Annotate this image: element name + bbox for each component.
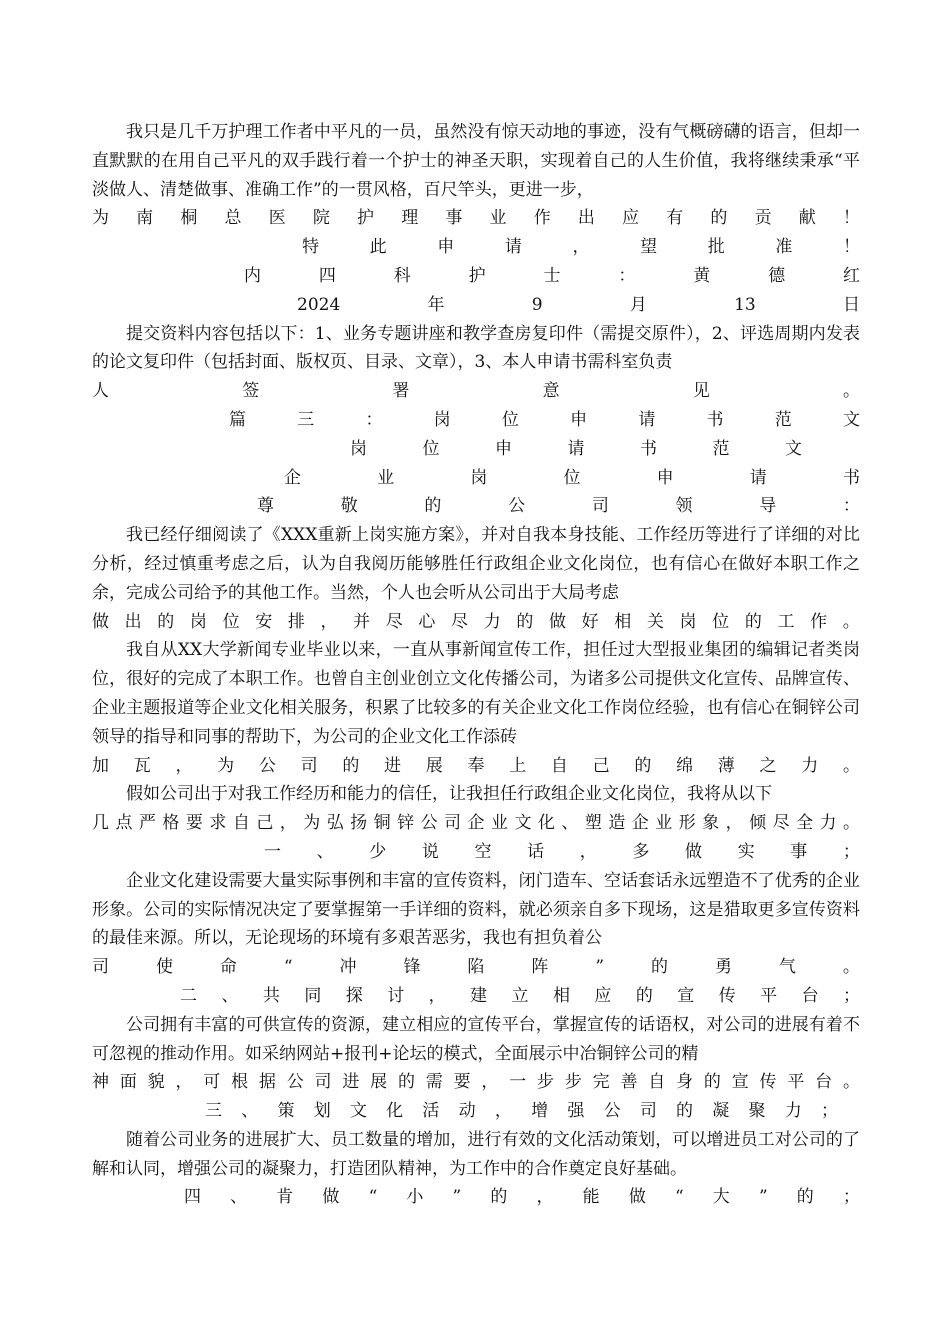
line-token: 业 [489,208,507,229]
line-token: 相 [614,611,632,632]
line-token: 薄 [717,755,735,776]
line-token: 岗 [470,467,488,488]
paragraph-commitment: 假如公司出于对我工作经历和能力的信任，让我担任行政组企业文化岗位，我将从以下 [126,784,772,805]
line-token: 大 [712,1187,730,1208]
line-token: 点 [115,813,133,834]
line-token: 意 [542,381,560,402]
line-token: “ [368,1187,378,1208]
line-token: 完 [592,1072,610,1093]
line-token: 平 [787,1072,805,1093]
line-token: 气 [778,957,796,978]
line-token: 尽 [451,611,469,632]
point-heading-1 [264,838,860,867]
line-token: ， [175,755,193,776]
line-token: 绵 [676,755,694,776]
line-token: 做 [92,611,109,632]
line-token: 岗 [350,438,367,459]
line-token: 公 [258,755,276,776]
line-token: 位 [501,409,519,430]
line-token: 形 [678,813,696,834]
line-token: 一 [264,841,281,862]
line-token: 有 [666,208,684,229]
line-token: 排 [287,611,305,632]
line-token: 传 [759,1072,777,1093]
line-token: 作 [810,611,828,632]
line-token: ！ [843,237,860,258]
line-token: 工 [777,611,795,632]
line-token: 一 [509,1072,527,1093]
line-token: 步 [564,1072,582,1093]
line-token: 请 [638,409,656,430]
line-token: 贡 [754,208,772,229]
document-title [284,464,860,493]
line-token: ， [279,813,297,834]
line-token: 位 [222,611,240,632]
line-token: 探 [345,985,363,1006]
point-heading-3 [205,1097,838,1126]
line-token: 活 [422,1101,440,1122]
line-token: 导 [759,496,777,517]
point-heading-2 [180,982,860,1011]
line-token: 位 [563,467,581,488]
line-token: 岗 [189,611,207,632]
line-token: 四 [184,1187,201,1208]
salutation [257,492,860,521]
line-token: 步 [537,1072,554,1093]
line-token: 签 [242,381,260,402]
line-token: 内 [244,265,261,286]
line-token: 企 [631,813,649,834]
line-token: 强 [567,1101,585,1122]
line-token: 三 [205,1101,222,1122]
line-token: 策 [277,1101,295,1122]
line-token: 护 [357,208,375,229]
point-heading-4 [184,1183,860,1212]
line-token: 院 [312,208,330,229]
line-token: 文 [785,438,802,459]
line-token: 建 [470,985,488,1006]
line-token: 、 [561,813,579,834]
line-token: 范 [774,409,792,430]
line-token: ， [494,1101,512,1122]
line-token: 文 [514,813,532,834]
line-token: 要 [185,813,203,834]
line-token: 使 [155,957,173,978]
line-token: ， [725,813,743,834]
line-token: 、 [230,1187,248,1208]
paragraph-materials: 提交资料内容包括以下：1、业务专题讲座和教学查房复印件（需提交原件），2、评选周期内发表的论文复印件（包括封面、版权页、目录、文章），3、本人申请书需科室负责 [92,323,860,373]
line-token: 、 [221,985,239,1006]
line-token: 据 [258,1072,276,1093]
document-page [92,118,860,1212]
line-token: 年 [427,294,445,315]
line-token: 应 [622,208,640,229]
line-token: 的 [650,957,668,978]
line-token: 造 [608,813,626,834]
paragraph-nurse-statement: 我只是几千万护理工作者中平凡的一员，虽然没有惊天动地的事迹，没有气概磅礴的语言，但却一直默默的在用自己平凡的双手践行着一个护士的神圣天职，实现着自己的人生价值，我将继续秉承“平淡做人、清楚做事、准确工作”的一贯风格，百尺竿头，更进一步， [92,122,860,200]
line-token: 聚 [748,1101,766,1122]
line-token: 总 [224,208,242,229]
line-token: 划 [313,1101,331,1122]
spread-line [92,1068,860,1097]
line-token: 理 [401,208,419,229]
line-token: 的 [397,1072,415,1093]
line-token: 之 [759,755,777,776]
line-token: 。 [842,957,860,978]
line-token: 文 [842,409,860,430]
line-token: 力 [483,611,501,632]
section-title [350,435,802,464]
line-token: ， [320,611,338,632]
line-token: 力 [801,755,819,776]
line-token: 貌 [147,1072,165,1093]
line-token: 全 [796,813,814,834]
line-token: 桐 [180,208,198,229]
line-token: ： [618,265,636,286]
line-token: 公 [603,1101,621,1122]
line-token: 日 [842,294,860,315]
line-token: ， [175,1072,193,1093]
line-token: 空 [474,841,492,862]
line-token: 的 [635,985,653,1006]
line-token: 做 [548,611,566,632]
line-token: 请 [504,237,522,258]
line-token: 宣 [731,1072,749,1093]
line-token: ： [842,496,860,517]
line-token: 做 [628,1187,646,1208]
line-token: ； [843,985,860,1006]
paragraph-point-2: 公司拥有丰富的可供宣传的资源，建立相应的宣传平台，掌握宣传的话语权，对公司的进展有着不可忽视的推动作用。如采纳网站+报刊+论坛的模式，全面展示中冶铜锌公司的精 [92,1014,860,1064]
paragraph-point-3: 随着公司业务的进展扩大、员工数量的增加，进行有效的文化活动策划，可以增进员工对公司的了解和认同，增强公司的凝聚力，打造团队精神，为工作中的合作奠定良好基础。 [92,1129,860,1179]
line-token: 的 [796,1187,814,1208]
line-token: 二 [180,985,197,1006]
line-token: 司 [314,1072,332,1093]
line-token: 要 [453,1072,471,1093]
line-token: 尊 [257,496,274,517]
paragraph-point-1: 企业文化建设需要大量实际事例和丰富的宣传资料，闭门造车、空话套话永远塑造不了优秀的企业形象。公司的实际情况决定了要掌握第一手详细的资料，就必须亲自多下现场，这是猎取更多宣传资料的最佳来源。所以，无论现场的环境有多艰苦恶劣，我也有担负着公 [92,870,860,949]
line-token: 自 [648,1072,666,1093]
line-token: 台 [815,1072,833,1093]
line-token: 的 [157,611,175,632]
line-token: 塑 [584,813,602,834]
paragraph-experience: 我自从XX大学新闻专业毕业以来，一直从事新闻宣传工作，担任过大型报业集团的编辑记者类岗位，很好的完成了本职工作。也曾自主创业创立文化传播公司，为诸多公司提供文化宣传、品牌宣传、企业主题报道等企业文化相关服务，积累了比较多的有关企业文化工作岗位经验，也有信心在铜锌公司领导的指导和同事的帮助下，为公司的企业文化工作添砖 [92,640,860,747]
line-token: 申 [495,438,512,459]
line-token: 批 [707,237,725,258]
line-token: 出 [124,611,142,632]
signature-line [244,262,860,291]
line-token: 心 [418,611,436,632]
line-token: 的 [516,611,534,632]
line-token: 德 [768,265,786,286]
line-token: 共 [262,985,280,1006]
line-token: 医 [268,208,286,229]
line-token: 司 [444,813,462,834]
line-token: 为 [217,755,235,776]
spread-line [92,608,860,637]
line-token: 神 [92,1072,109,1093]
line-token: 并 [353,611,371,632]
line-token: 关 [646,611,664,632]
line-token: 少 [369,841,387,862]
line-token: 立 [511,985,529,1006]
line-token: ， [481,1072,499,1093]
line-token: 。 [842,611,860,632]
line-token: 护 [468,265,486,286]
line-token: 2024 [297,294,341,315]
line-token: 书 [640,438,657,459]
line-token: 己 [256,813,274,834]
line-token: “ [674,1187,684,1208]
line-token: 的 [703,1072,721,1093]
line-token: 的 [634,755,652,776]
line-token: ” [595,957,605,978]
line-token: ； [842,1187,860,1208]
line-token: ” [452,1187,462,1208]
line-token: 人 [92,381,109,402]
line-token: 己 [592,755,610,776]
line-token: 业 [377,467,395,488]
line-token: 月 [629,294,647,315]
line-token: 求 [209,813,227,834]
line-token: 事 [445,208,463,229]
line-token: 。 [842,1072,860,1093]
line-token: 司 [639,1101,657,1122]
line-token: 业 [490,813,508,834]
line-token: 实 [737,841,755,862]
line-token: 的 [342,755,360,776]
line-token: 的 [490,1187,508,1208]
line-token: ， [579,841,597,862]
line-token: ： [365,409,383,430]
line-token: 四 [318,265,336,286]
date-line [297,291,860,320]
line-token: 尽 [385,611,403,632]
line-token: 勇 [714,957,732,978]
line-token: 岗 [433,409,451,430]
line-token: 领 [675,496,693,517]
line-token: 位 [422,438,440,459]
line-token: 力 [784,1101,802,1122]
spread-line [92,377,860,406]
line-token: 进 [384,755,402,776]
line-token: 台 [801,985,819,1006]
paragraph-intro: 我已经仔细阅读了《XXX重新上岗实施方案》，并对自我本身技能、工作经历等进行了详细的对比分析，经过慎重考虑之后，认为自我阅历能够胜任行政组企业文化岗位，也有信心在做好本职工作之余，完成公司给予的其他工作。当然，个人也会听从公司出于大局考虑 [92,525,860,603]
line-token: 作 [533,208,551,229]
line-token: 多 [632,841,650,862]
line-token: 可 [203,1072,221,1093]
line-token: 事 [790,841,808,862]
spread-line [92,953,860,982]
line-token: 书 [842,467,860,488]
line-token: 公 [420,813,438,834]
line-token: 需 [425,1072,443,1093]
line-token: 格 [162,813,180,834]
line-token: 同 [304,985,322,1006]
line-token: 化 [386,1101,404,1122]
line-token: 9 [531,294,543,315]
line-token: 小 [406,1187,424,1208]
line-token: 司 [300,755,318,776]
line-token: ； [842,841,860,862]
line-token: 特 [302,237,319,258]
line-token: ； [820,1101,838,1122]
line-token: 科 [393,265,411,286]
line-token: 献 [798,208,816,229]
line-token: 动 [458,1101,476,1122]
spread-line [92,752,860,781]
line-token: 红 [843,265,860,286]
line-token: 应 [594,985,612,1006]
line-token: 的 [744,611,762,632]
line-token: 。 [842,755,860,776]
line-token: 黄 [693,265,711,286]
line-token: 象 [702,813,720,834]
line-token: 加 [92,755,109,776]
line-token: 平 [760,985,778,1006]
line-token: 命 [219,957,237,978]
line-token: “ [283,957,293,978]
spread-line [302,233,860,262]
line-token: 锌 [397,813,415,834]
line-token: 展 [370,1072,388,1093]
line-token: 好 [581,611,599,632]
line-token: 文 [349,1101,367,1122]
line-token: 力 [819,813,837,834]
line-token: 阵 [531,957,549,978]
line-token: ” [758,1187,768,1208]
spread-line [92,809,860,838]
line-token: 范 [712,438,730,459]
line-token: 、 [316,841,334,862]
line-token: 的 [424,496,442,517]
line-token: 此 [369,237,387,258]
line-token: 做 [322,1187,340,1208]
line-token: 敬 [340,496,358,517]
line-token: 展 [425,755,443,776]
line-token: 见 [692,381,710,402]
line-token: 企 [284,467,301,488]
line-token: 传 [718,985,736,1006]
line-token: 公 [286,1072,304,1093]
line-token: 岗 [679,611,697,632]
line-token: 三 [297,409,315,430]
line-token: 凝 [712,1101,730,1122]
line-token: 扬 [350,813,368,834]
line-token: 请 [567,438,585,459]
line-token: 的 [710,208,728,229]
line-token: 增 [531,1101,549,1122]
line-token: 。 [842,381,860,402]
line-token: 严 [138,813,156,834]
line-token: 司 [591,496,609,517]
line-token: 请 [749,467,767,488]
line-token: 申 [656,467,674,488]
line-token: 身 [676,1072,694,1093]
line-token: 善 [620,1072,638,1093]
line-token: 南 [136,208,154,229]
line-token: 为 [92,208,109,229]
line-token: ， [572,237,590,258]
line-token: 陷 [467,957,485,978]
line-token: 位 [712,611,730,632]
line-token: 肯 [276,1187,294,1208]
line-token: 司 [92,957,109,978]
line-token: 。 [843,813,860,834]
line-token: 面 [119,1072,137,1093]
line-token: 准 [775,237,793,258]
line-token: 化 [537,813,555,834]
line-token: 锋 [403,957,421,978]
line-token: 为 [303,813,321,834]
line-token: 几 [92,813,109,834]
line-token: 宣 [677,985,695,1006]
line-token: 业 [655,813,673,834]
line-token: 自 [550,755,568,776]
line-token: 上 [509,755,527,776]
spread-line [92,204,860,233]
line-token: 望 [640,237,658,258]
section-heading [229,406,860,435]
line-token: 自 [232,813,250,834]
line-token: 说 [421,841,439,862]
line-token: 署 [392,381,410,402]
line-token: 倾 [749,813,767,834]
line-token: 安 [255,611,273,632]
line-token: 尽 [772,813,790,834]
line-token: 企 [467,813,485,834]
line-token: 书 [706,409,724,430]
line-token: 根 [231,1072,249,1093]
line-token: 13 [734,294,756,315]
line-token: 奉 [467,755,485,776]
line-token: 相 [552,985,570,1006]
line-token: 申 [570,409,588,430]
line-token: 士 [543,265,561,286]
line-token: 能 [582,1187,600,1208]
line-token: 进 [342,1072,360,1093]
line-token: 做 [685,841,702,862]
line-token: 话 [527,841,545,862]
line-token: 瓦 [133,755,151,776]
line-token: 公 [508,496,526,517]
line-token: ， [428,985,446,1006]
line-token: 篇 [229,409,246,430]
line-token: 讨 [387,985,405,1006]
line-token: 申 [437,237,455,258]
line-token: 冲 [339,957,357,978]
line-token: ， [536,1187,554,1208]
line-token: 出 [577,208,595,229]
line-token: 弘 [326,813,344,834]
line-token: 铜 [373,813,391,834]
line-token: 的 [676,1101,694,1122]
line-token: 、 [241,1101,259,1122]
line-token: ！ [842,208,860,229]
